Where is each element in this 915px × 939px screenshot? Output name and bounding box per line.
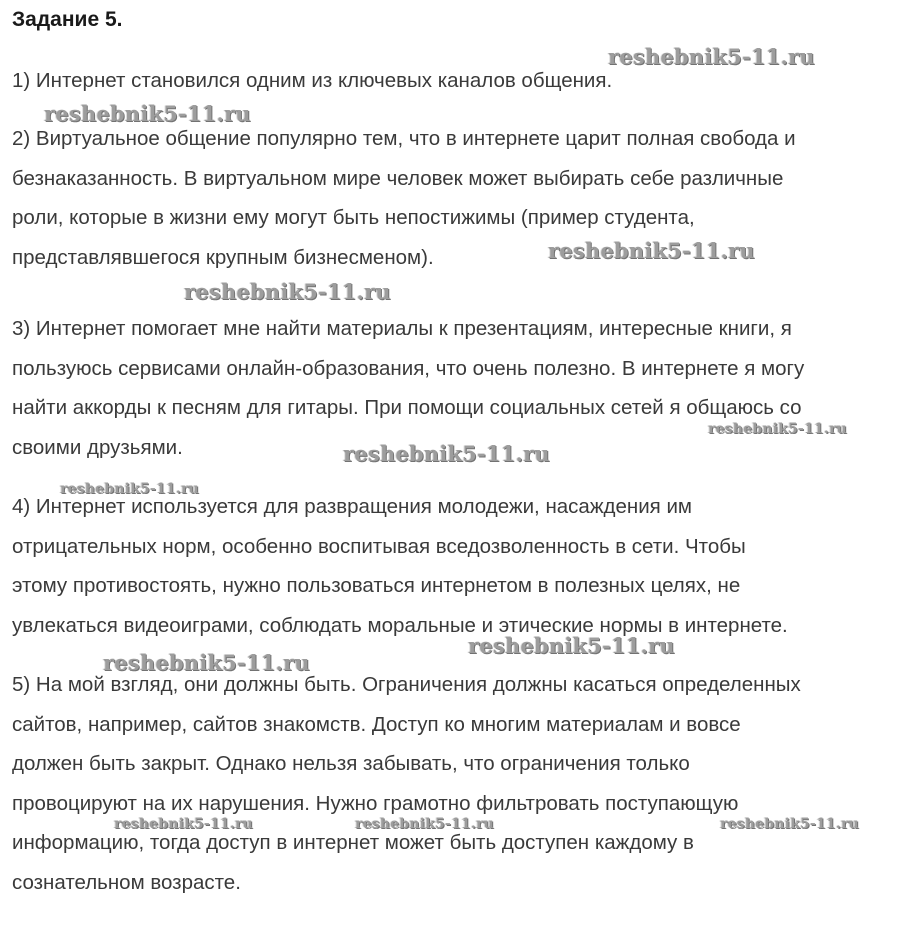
paragraph-line: должен быть закрыт. Однако нельзя забывать, что ограничения только: [12, 752, 690, 775]
watermark: reshebnik5-11.ru: [103, 650, 310, 675]
watermark: reshebnik5-11.ru: [343, 441, 550, 466]
paragraph-line: своими друзьями.: [12, 435, 183, 459]
answer-paragraph-3: [12, 309, 907, 467]
paragraph-line: информацию, тогда доступ в интернет может быть доступен каждому в: [12, 831, 694, 854]
watermark: reshebnik5-11.ru: [60, 481, 199, 497]
watermark: reshebnik5-11.ru: [708, 421, 847, 437]
paragraph-line: увлекаться видеоиграми, соблюдать моральные и этические нормы в интернете.: [12, 613, 788, 637]
paragraph-line: отрицательных норм, особенно воспитывая вседозволенность в сети. Чтобы: [12, 534, 746, 558]
paragraph-line: 5) На мой взгляд, они должны быть. Ограничения должны касаться определенных: [12, 673, 801, 696]
watermark: reshebnik5-11.ru: [44, 101, 251, 126]
paragraph-line: 1) Интернет становился одним из ключевых каналов общения.: [12, 69, 613, 92]
answer-paragraph-1: [12, 61, 907, 101]
paragraph-line: сознательном возрасте.: [12, 870, 241, 894]
watermark: reshebnik5-11.ru: [184, 279, 391, 304]
watermark: reshebnik5-11.ru: [608, 44, 815, 69]
watermark: reshebnik5-11.ru: [355, 816, 494, 832]
paragraph-line: 4) Интернет используется для развращения молодежи, насаждения им: [12, 495, 693, 518]
answer-paragraph-4: [12, 487, 907, 645]
paragraph-line: этому противостоять, нужно пользоваться интернетом в полезных целях, не: [12, 574, 741, 597]
paragraph-line: безнаказанность. В виртуальном мире человек может выбирать себе различные: [12, 166, 784, 190]
paragraph-line: найти аккорды к песням для гитары. При помощи социальных сетей я общаюсь со: [12, 396, 802, 419]
watermark: reshebnik5-11.ru: [114, 816, 253, 832]
answer-paragraph-2: [12, 119, 907, 277]
paragraph-line: 2) Виртуальное общение популярно тем, что в интернете царит полная свобода и: [12, 127, 796, 150]
paragraph-line: 3) Интернет помогает мне найти материалы к презентациям, интересные книги, я: [12, 317, 792, 340]
paragraph-line: роли, которые в жизни ему могут быть непостижимы (пример студента,: [12, 206, 695, 229]
page-title: Задание 5.: [12, 8, 123, 31]
watermark: reshebnik5-11.ru: [720, 816, 859, 832]
paragraph-line: представлявшегося крупным бизнесменом).: [12, 245, 434, 269]
paragraph-line: провоцируют на их нарушения. Нужно грамотно фильтровать поступающую: [12, 791, 739, 815]
answer-paragraph-5: [12, 665, 907, 902]
paragraph-line: сайтов, например, сайтов знакомств. Доступ ко многим материалам и вовсе: [12, 712, 741, 736]
watermark: reshebnik5-11.ru: [548, 238, 755, 263]
paragraph-line: пользуюсь сервисами онлайн-образования, что очень полезно. В интернете я могу: [12, 356, 805, 380]
watermark: reshebnik5-11.ru: [468, 633, 675, 658]
